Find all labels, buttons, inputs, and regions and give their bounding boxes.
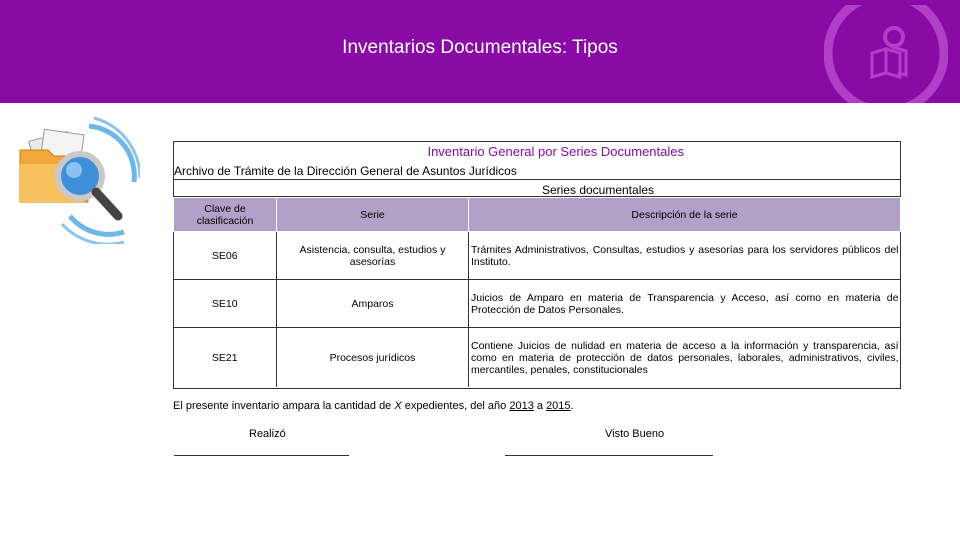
cell-serie: Procesos jurídicos — [277, 328, 469, 388]
document-title: Inventario General por Series Documentales — [427, 144, 684, 159]
cell-descripcion: Trámites Administrativos, Consultas, estudios y asesorías para los servidores públicos del Instituto. — [469, 232, 901, 280]
signature-label-visto-bueno: Visto Bueno — [605, 428, 665, 440]
inventory-note — [173, 400, 574, 412]
note-year-from: 2013 — [509, 400, 534, 412]
column-header-descripcion: Descripción de la serie — [469, 198, 901, 232]
cell-clave: SE10 — [174, 280, 277, 328]
document-subtitle: Archivo de Trámite de la Dirección General de Asuntos Jurídicos — [174, 164, 517, 178]
table-row — [174, 328, 901, 388]
page-title: Inventarios Documentales: Tipos — [342, 37, 618, 58]
table-row — [174, 232, 901, 280]
series-heading: Series documentales — [541, 183, 655, 197]
signature-line-realizo — [174, 455, 349, 456]
signature-line-visto-bueno — [505, 455, 713, 456]
table-row — [174, 280, 901, 328]
series-table — [173, 197, 901, 387]
note-suffix: . — [570, 400, 574, 412]
note-prefix: El presente inventario ampara la cantidad de — [173, 400, 395, 412]
signature-label-realizo: Realizó — [249, 428, 286, 440]
note-connector: a — [533, 400, 547, 412]
cell-serie: Asistencia, consulta, estudios y asesorías — [277, 232, 469, 280]
note-year-to: 2015 — [546, 400, 571, 412]
cell-serie: Amparos — [277, 280, 469, 328]
cell-clave: SE06 — [174, 232, 277, 280]
column-header-serie: Serie — [277, 198, 469, 232]
cell-descripcion: Juicios de Amparo en materia de Transparencia y Acceso, así como en materia de Protección de Datos Personales. — [469, 280, 901, 328]
table-header-row — [174, 198, 901, 232]
cell-clave: SE21 — [174, 328, 277, 388]
column-header-clave: Clave de clasificación — [174, 198, 277, 232]
cell-descripcion: Contiene Juicios de nulidad en materia de acceso a la información y transparencia, así como en materia de protección de datos personales, laborales, administrativos, civiles, mercantiles, penales, constitucionales — [469, 328, 901, 388]
divider — [173, 179, 901, 180]
folder-search-icon — [14, 112, 140, 244]
book-person-logo-icon — [824, 5, 948, 103]
note-middle: expedientes, del año — [401, 400, 510, 412]
note-variable: X — [394, 400, 402, 412]
header-banner — [0, 0, 960, 103]
